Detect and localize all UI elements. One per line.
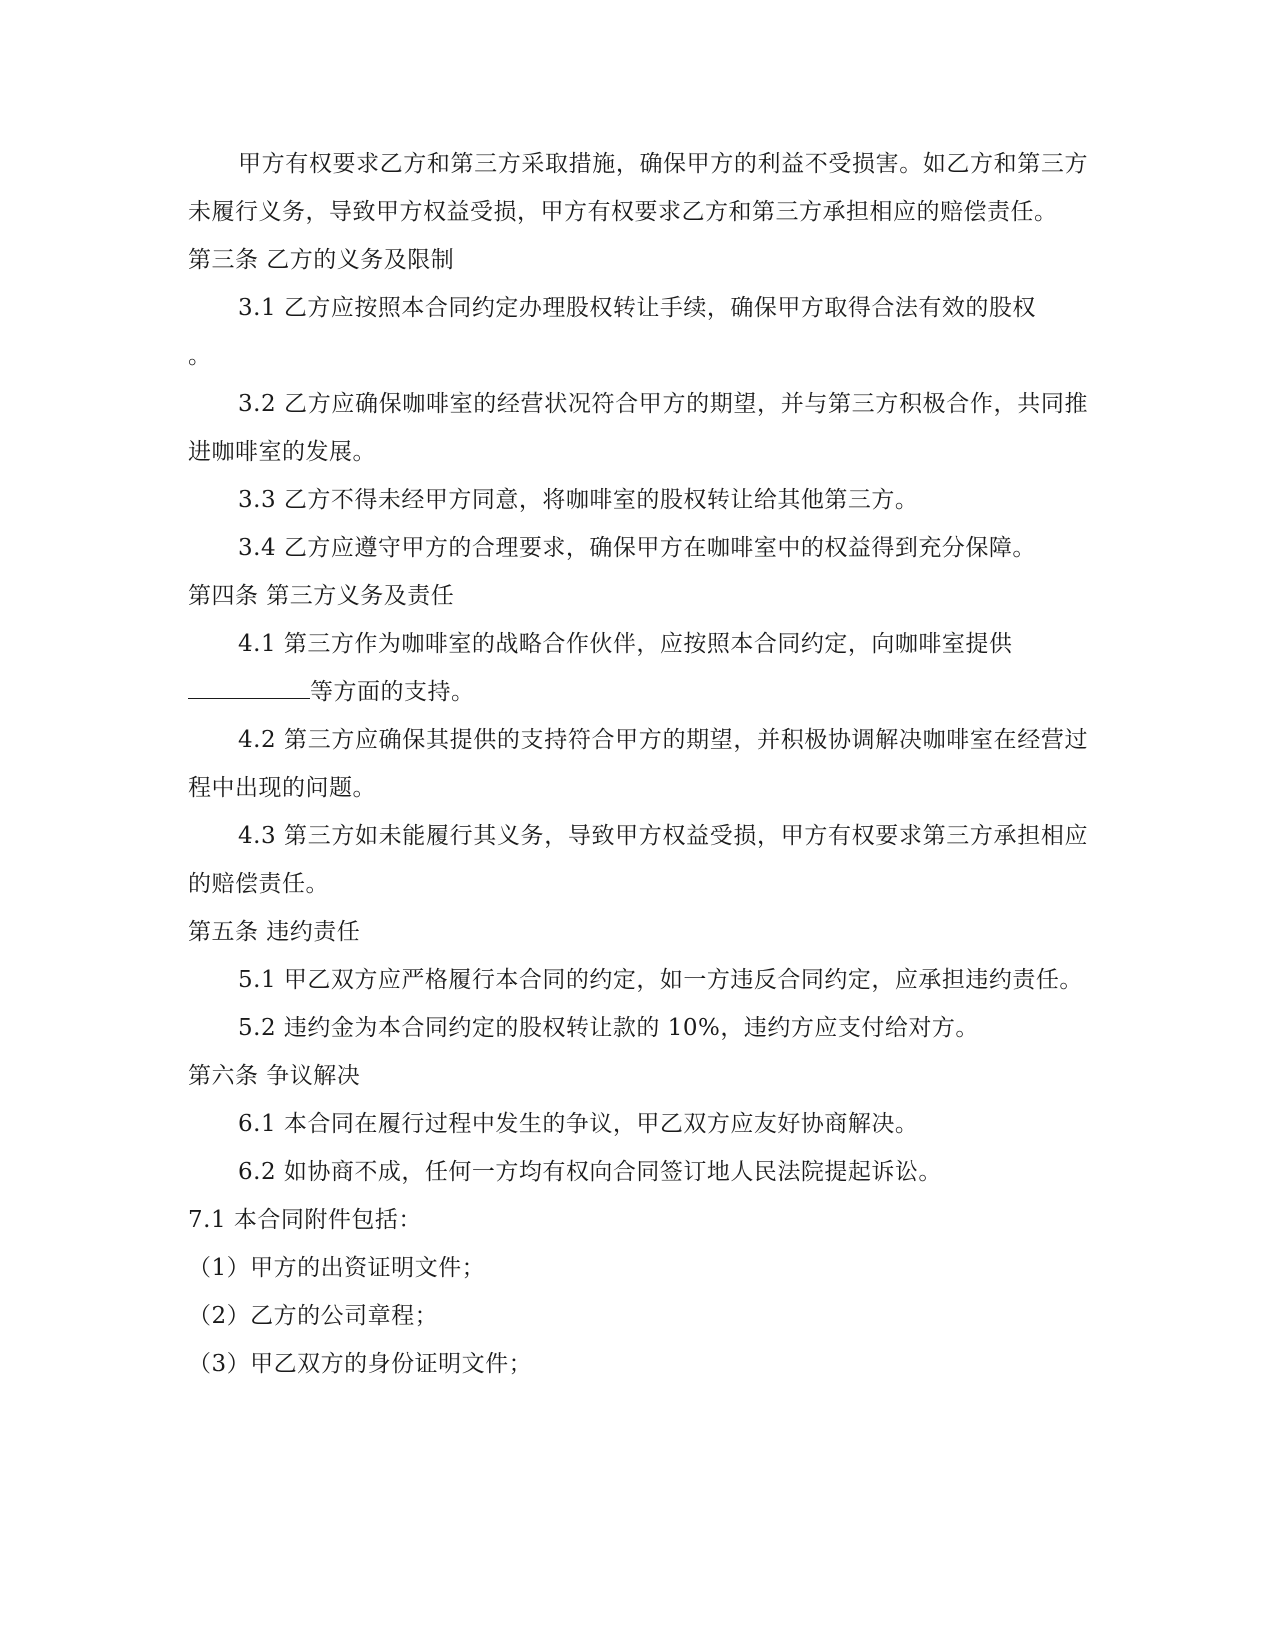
clause-3-1-tail: 。 [188,343,212,369]
clause-3-1 [188,284,1088,380]
attachment-item-2: （2）乙方的公司章程； [188,1303,439,1329]
clause-3-1-text: 3.1 乙方应按照本合同约定办理股权转让手续，确保甲方取得合法有效的股权 [238,295,1036,321]
clause-3-3: 3.3 乙方不得未经甲方同意，将咖啡室的股权转让给其他第三方。 [238,487,919,513]
clause-7-1: 7.1 本合同附件包括： [188,1207,422,1233]
article-3-heading: 第三条 乙方的义务及限制 [188,247,455,273]
clause-3-2: 3.2 乙方应确保咖啡室的经营状况符合甲方的期望，并与第三方积极合作，共同推进咖啡室的发展。 [188,391,1088,465]
clause-3-4: 3.4 乙方应遵守甲方的合理要求，确保甲方在咖啡室中的权益得到充分保障。 [238,535,1036,561]
intro-paragraph: 甲方有权要求乙方和第三方采取措施，确保甲方的利益不受损害。如乙方和第三方未履行义务，导致甲方权益受损，甲方有权要求乙方和第三方承担相应的赔偿责任。 [188,151,1088,225]
clause-6-1: 6.1 本合同在履行过程中发生的争议，甲乙双方应友好协商解决。 [238,1111,919,1137]
clause-4-3: 4.3 第三方如未能履行其义务，导致甲方权益受损，甲方有权要求第三方承担相应的赔偿责任。 [188,823,1088,897]
clause-4-1-line1: 4.1 第三方作为咖啡室的战略合作伙伴，应按照本合同约定，向咖啡室提供 [238,631,1013,657]
article-5-heading: 第五条 违约责任 [188,919,361,945]
clause-4-1 [188,620,1088,716]
attachment-item-1: （1）甲方的出资证明文件； [188,1255,486,1281]
article-4-heading: 第四条 第三方义务及责任 [188,583,455,609]
clause-4-1-line2 [188,668,1088,716]
fill-in-blank [188,670,310,699]
clause-5-1: 5.1 甲乙双方应严格履行本合同的约定，如一方违反合同约定，应承担违约责任。 [238,967,1083,993]
attachment-item-3: （3）甲乙双方的身份证明文件； [188,1351,533,1377]
document-body [188,140,1088,1388]
clause-4-2: 4.2 第三方应确保其提供的支持符合甲方的期望，并积极协调解决咖啡室在经营过程中出现的问题。 [188,727,1088,801]
clause-5-2: 5.2 违约金为本合同约定的股权转让款的 10%，违约方应支付给对方。 [238,1015,979,1041]
clause-4-1-suffix: 等方面的支持。 [310,679,475,705]
article-6-heading: 第六条 争议解决 [188,1063,361,1089]
clause-6-2: 6.2 如协商不成，任何一方均有权向合同签订地人民法院提起诉讼。 [238,1159,942,1185]
